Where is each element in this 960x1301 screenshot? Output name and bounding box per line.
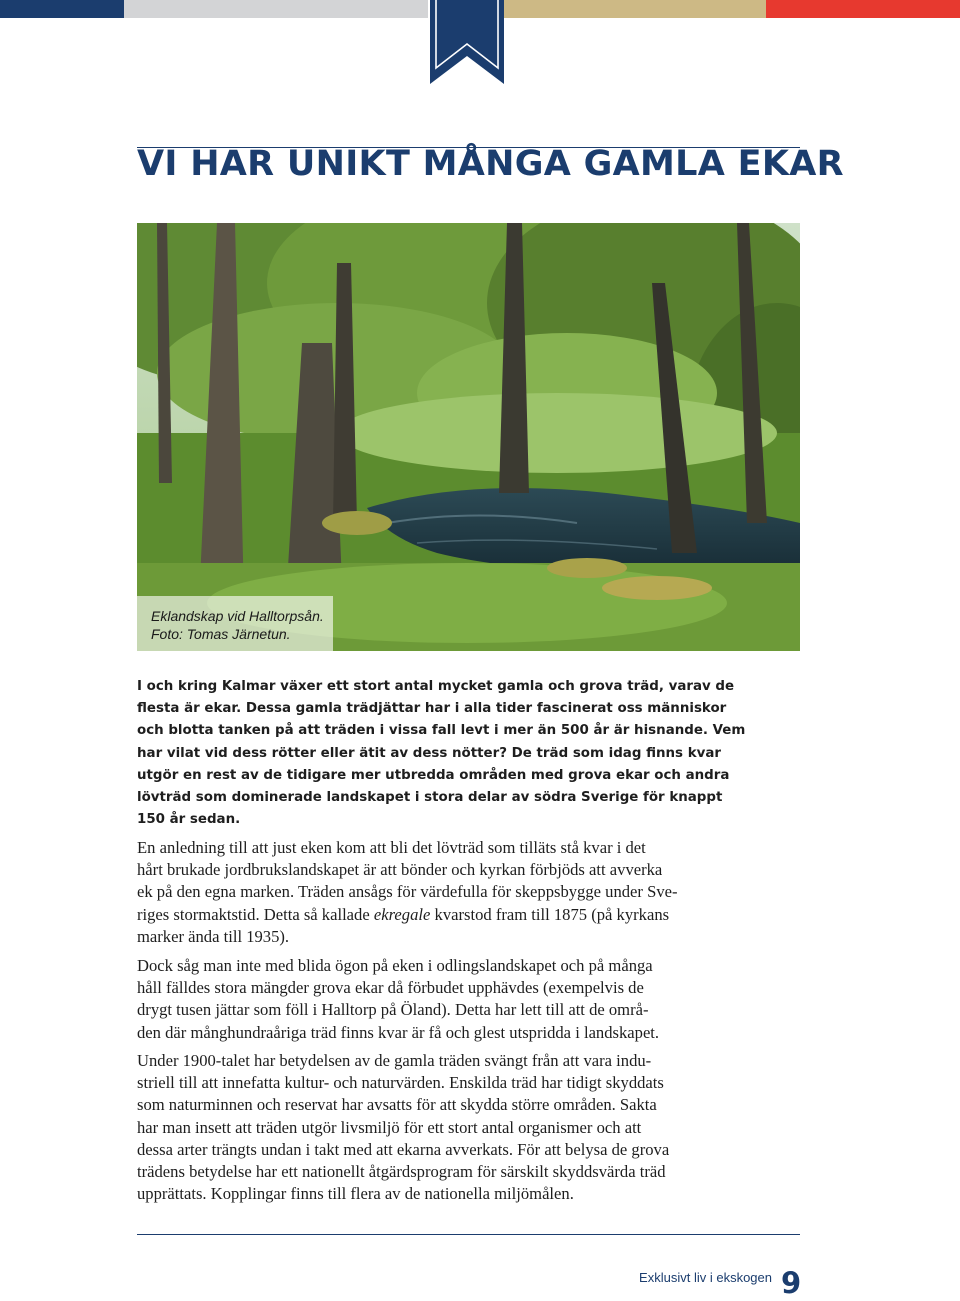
body-paragraph-1 (137, 837, 817, 948)
body-line: trädens betydelse har ett nationellt åtgärdsprogram för särskilt skyddsvärda träd (137, 1162, 666, 1182)
footer-rule (137, 1234, 800, 1235)
body-line: Dock såg man inte med blida ögon på eken i odlingslandskapet och på många (137, 956, 653, 975)
lead-line: har vilat vid dess rötter eller ätit av dess nötter? De träd som idag finns kvar (137, 745, 721, 761)
body-line: håll fälldes stora mängder grova ekar då förbudet upphävdes (exempelvis de (137, 978, 644, 998)
body-line: marker ända till 1935). (137, 926, 290, 946)
caption-photo-credit: Foto: Tomas Järnetun. (151, 626, 291, 642)
body-line (137, 904, 817, 926)
page-number: 9 (781, 1266, 802, 1300)
italic-term-ekregale: ekregale (373, 904, 431, 924)
body-line: ek på den egna marken. Träden ansågs för värdefulla för skeppsbygge under Sve- (137, 882, 678, 902)
body-line: drygt tusen jättar som föll i Halltorp på Öland). Detta har lett till att de områ- (137, 1000, 649, 1020)
lead-line: utgör en rest av de tidigare mer utbredda områden med grova ekar och andra (137, 767, 730, 783)
header-bar-grey (124, 0, 428, 18)
header-bar-gold (504, 0, 766, 18)
lead-line: I och kring Kalmar växer ett stort antal mycket gamla och grova träd, varav de (137, 679, 735, 694)
photo-caption (137, 596, 333, 651)
body-line: Under 1900-talet har betydelsen av de gamla träden svängt från att vara indu- (137, 1051, 652, 1070)
caption-location: Eklandskap vid Halltorpsån. (151, 608, 324, 624)
body-line: dessa arter trängts undan i takt med att ekarna avverkats. För att belysa de grova (137, 1139, 670, 1159)
body-paragraph-2 (137, 955, 817, 1044)
body-line-start: riges stormaktstid. Detta så kallade (137, 904, 374, 924)
body-line-end: kvarstod fram till 1875 (på kyrkans (430, 904, 670, 924)
lead-line: lövträd som dominerade landskapet i stora delar av södra Sverige för knappt (137, 790, 723, 806)
body-paragraph-3 (137, 1050, 817, 1205)
lead-line: flesta är ekar. Dessa gamla trädjättar har i alla tider fascinerat oss människor (137, 701, 727, 717)
body-line: upprättats. Kopplingar finns till flera av de nationella miljömålen. (137, 1184, 574, 1204)
body-line: som naturminnen och reservat har avsatts för att skydda större områden. Sakta (137, 1095, 657, 1115)
header-bar-navy (0, 0, 124, 18)
body-line: den där månghundraåriga träd finns kvar är få och glest utspridda i landskapet. (137, 1022, 660, 1042)
page-title: VI HAR UNIKT MÅNGA GAMLA EKAR (137, 144, 844, 184)
lead-line: 150 år sedan. (137, 812, 241, 828)
bookmark-ribbon-icon (430, 0, 504, 84)
footer-publication-title: Exklusivt liv i ekskogen (639, 1270, 772, 1285)
body-line: striell till att innefatta kultur- och naturvärden. Enskilda träd har tidigt skyddats (137, 1073, 664, 1093)
oak-landscape-photo (137, 223, 800, 651)
body-line: En anledning till att just eken kom att bli det lövträd som tilläts stå kvar i det (137, 838, 646, 857)
lead-paragraph (137, 676, 817, 831)
header-bar-red (766, 0, 960, 18)
body-line: hårt brukade jordbrukslandskapet är att bönder och kyrkan förbjöds att avverka (137, 860, 663, 880)
lead-line: och blotta tanken på att träden i vissa fall levt i mer än 500 år är hisnande. Vem (137, 723, 746, 739)
body-line: har man insett att träden utgör livsmiljö för ett stort antal organismer och att (137, 1117, 642, 1137)
